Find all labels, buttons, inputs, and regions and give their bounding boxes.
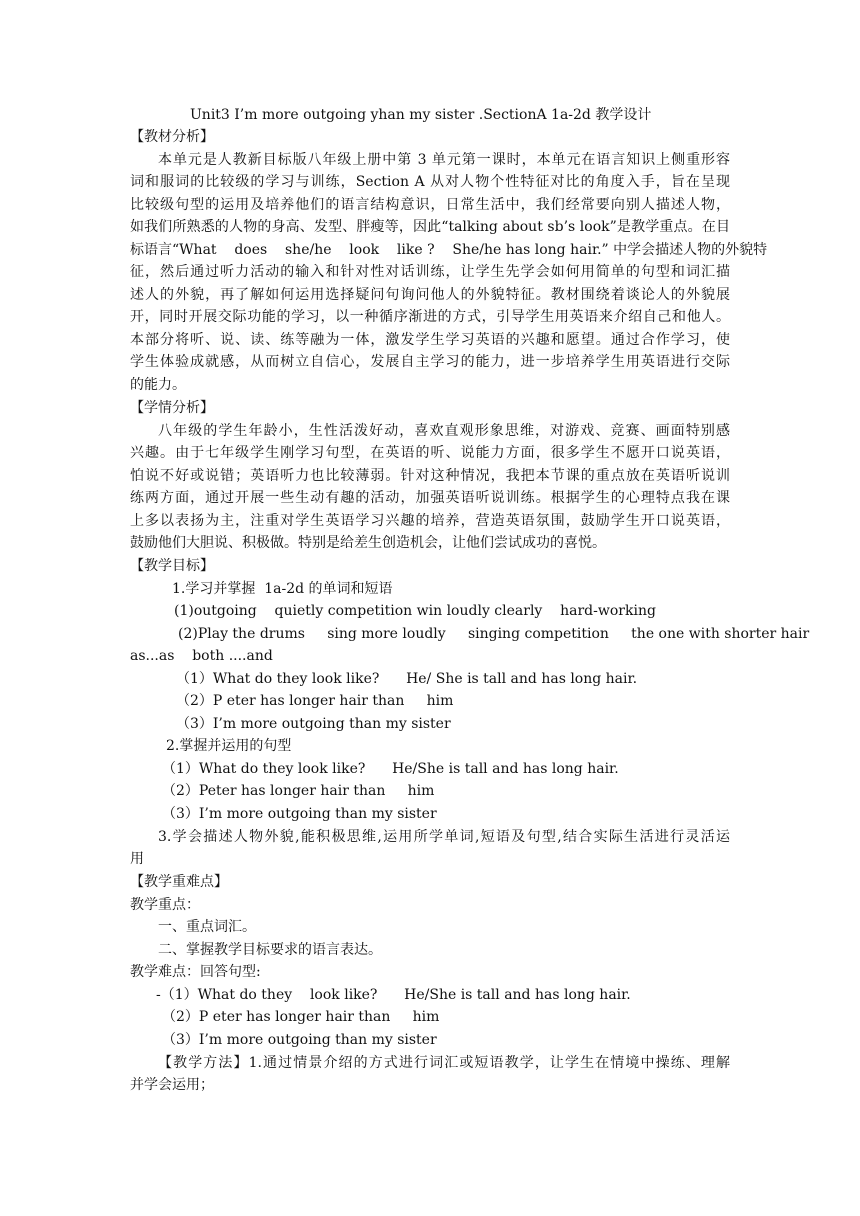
method-line: 【教学方法】1.通过情景介绍的方式进行词汇或短语教学，让学生在情境中操练、理解 [158, 1055, 730, 1071]
students-line: 鼓励他们大胆说、积极做。特别是给差生创造机会，让他们尝试成功的喜悦。 [130, 535, 606, 551]
goals-line: （1）What do they look like? He/She is tall and has long hair. [162, 761, 619, 777]
analysis-line: 的能力。 [130, 377, 186, 393]
analysis-line: 本单元是人教新目标版八年级上册中第 3 单元第一课时，本单元在语言知识上侧重形容 [158, 152, 730, 168]
analysis-line: 开，同时开展交际功能的学习，以一种循序渐进的方式，引导学生用英语来介绍自己和他人。 [130, 309, 730, 325]
goals-line: as...as both ....and [130, 648, 273, 664]
section-heading-goals: 【教学目标】 [130, 558, 214, 574]
key-line: 教学难点：回答句型: [130, 964, 261, 980]
goals-line: (2)Play the drums sing more loudly singing competition the one with shorter hair [178, 626, 810, 642]
goals-line: 1.学习并掌握 1a-2d 的单词和短语 [172, 581, 393, 597]
section-heading-students: 【学情分析】 [130, 400, 214, 416]
key-line: 一、重点词汇。 [158, 919, 256, 935]
students-line: 怕说不好或说错；英语听力也比较薄弱。针对这种情况，我把本节课的重点放在英语听说训 [130, 468, 730, 484]
document-title: Unit3 I’m more outgoing yhan my sister .SectionA 1a-2d 教学设计 [190, 107, 652, 123]
goals-line: 3.学会描述人物外貌,能积极思维,运用所学单词,短语及句型,结合实际生活进行灵活运 [158, 829, 730, 845]
key-line: 二、掌握教学目标要求的语言表达。 [158, 942, 382, 958]
analysis-line: 比较级句型的运用及培养他们的语言结构意识，日常生活中，我们经常要向别人描述人物， [130, 197, 730, 213]
section-heading-analysis: 【教材分析】 [130, 129, 214, 145]
goals-line: （2）P eter has longer hair than him [176, 693, 454, 709]
analysis-line: 征，然后通过听力活动的输入和针对性对话训练，让学生先学会如何用简单的句型和词汇描 [130, 264, 730, 280]
key-line: -（1）What do they look like? He/She is tall and has long hair. [156, 987, 631, 1003]
goals-line: (1)outgoing quietly competition win loudly clearly hard-working [174, 603, 656, 619]
goals-line: 用 [130, 851, 144, 867]
analysis-line: 词和服词的比较级的学习与训练，Section A 从对人物个性特征对比的角度入手，旨在呈现 [130, 174, 730, 190]
students-line: 练两方面，通过开展一些生动有趣的活动，加强英语听说训练。根据学生的心理特点我在课 [130, 490, 730, 506]
analysis-line: 本部分将听、说、读、练等融为一体，激发学生学习英语的兴趣和愿望。通过合作学习，使 [130, 332, 730, 348]
analysis-line: 标语言“What does she/he look like ? She/he has long hair.” 中学会描述人物的外貌特 [130, 242, 768, 258]
analysis-line: 如我们所熟悉的人物的身高、发型、胖瘦等，因此“talking about sb’s look”是教学重点。在目 [130, 219, 730, 235]
students-line: 八年级的学生年龄小，生性活泼好动，喜欢直观形象思维，对游戏、竞赛、画面特别感 [158, 423, 730, 439]
goals-line: 2.掌握并运用的句型 [166, 738, 292, 754]
key-line: （3）I’m more outgoing than my sister [162, 1032, 437, 1048]
goals-line: （2）Peter has longer hair than him [162, 783, 435, 799]
goals-line: （3）I’m more outgoing than my sister [176, 716, 451, 732]
key-line: （2）P eter has longer hair than him [162, 1009, 440, 1025]
section-heading-key-points: 【教学重难点】 [130, 874, 228, 890]
goals-line: （1）What do they look like? He/ She is tall and has long hair. [176, 671, 638, 687]
students-line: 兴趣。由于七年级学生刚学习句型，在英语的听、说能力方面，很多学生不愿开口说英语， [130, 445, 730, 461]
analysis-line: 学生体验成就感，从而树立自信心，发展自主学习的能力，进一步培养学生用英语进行交际 [130, 354, 730, 370]
analysis-line: 述人的外貌，再了解如何运用选择疑问句询问他人的外貌特征。教材围绕着谈论人的外貌展 [130, 287, 730, 303]
key-line: 教学重点： [130, 897, 200, 913]
goals-line: （3）I’m more outgoing than my sister [162, 806, 437, 822]
students-line: 上多以表扬为主，注重对学生英语学习兴趣的培养，营造英语氛围，鼓励学生开口说英语， [130, 513, 730, 529]
method-line: 并学会运用； [130, 1077, 214, 1093]
